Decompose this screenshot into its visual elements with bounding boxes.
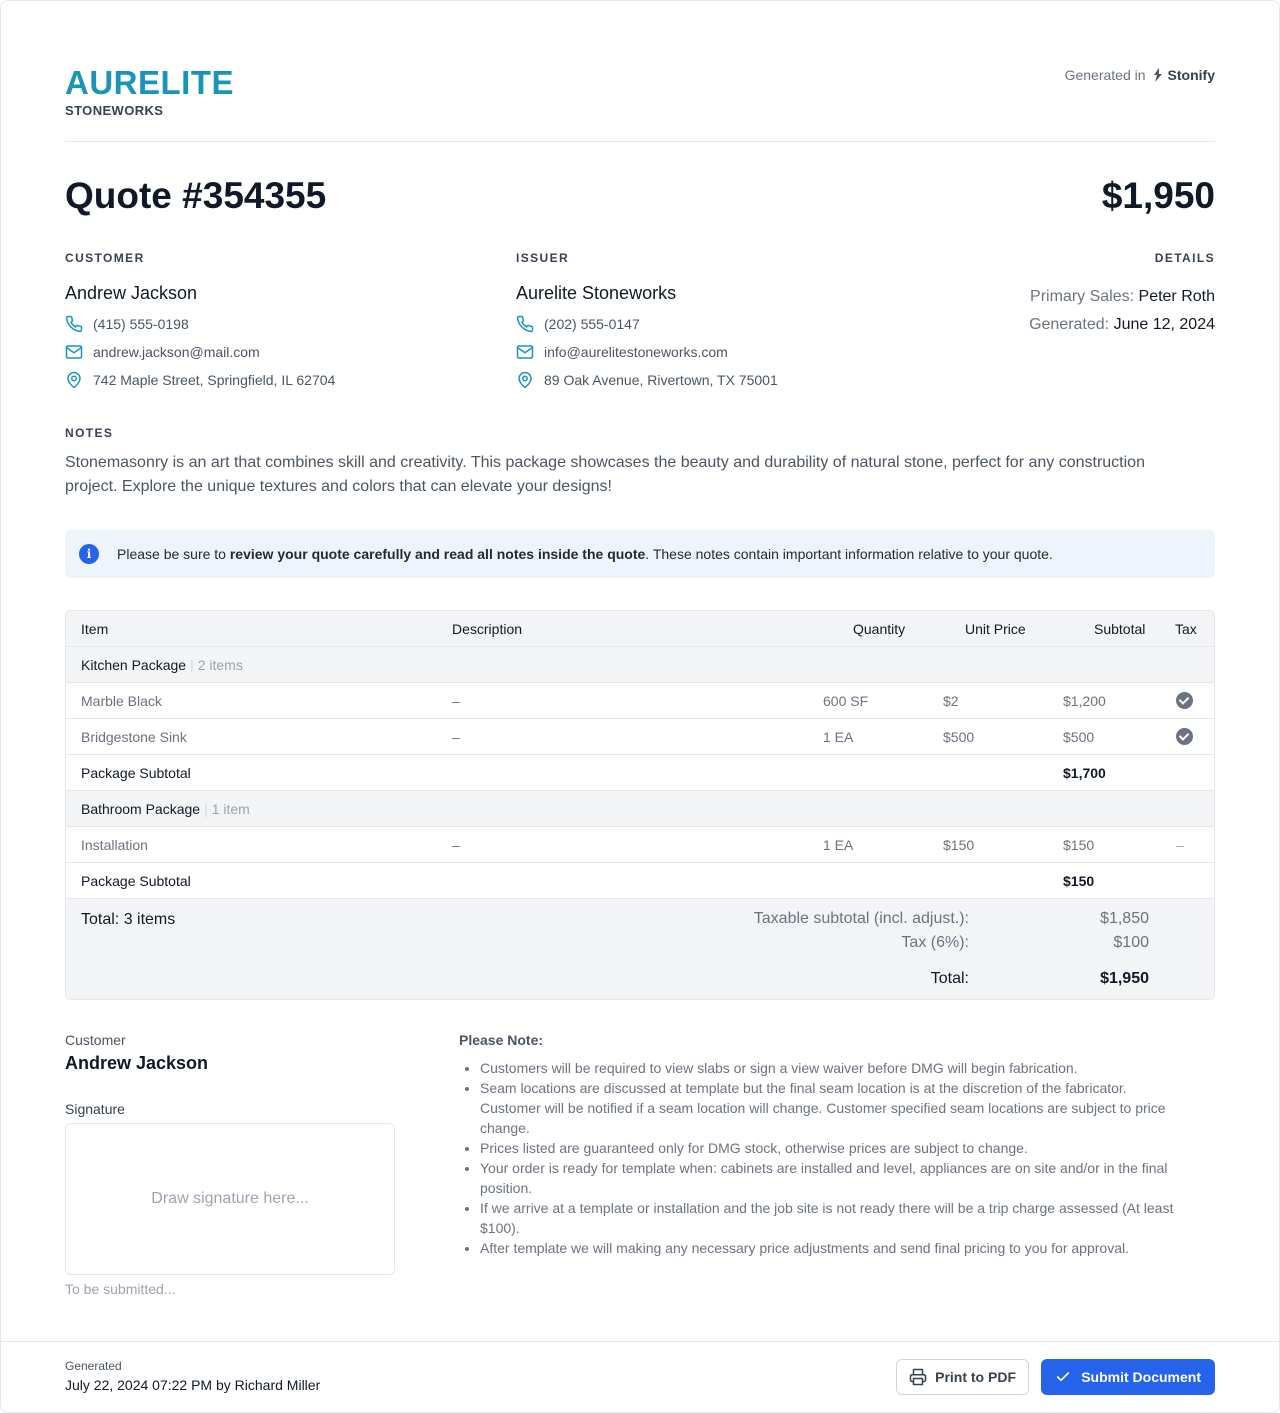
- info-banner: [65, 530, 1215, 578]
- generated-date-value: June 12, 2024: [1113, 316, 1215, 333]
- package-subtotal-label: Package Subtotal: [81, 765, 191, 781]
- cell-tax: –: [1176, 837, 1184, 853]
- please-note-title: Please Note:: [459, 1032, 544, 1048]
- signature-placeholder: Draw signature here...: [151, 1190, 309, 1207]
- package-name: Bathroom Package: [81, 801, 201, 817]
- cell-unit-price: $150: [943, 837, 975, 853]
- issuer-section-label: ISSUER: [516, 251, 570, 265]
- grand-total-label: Total:: [930, 970, 969, 987]
- phone-icon: [65, 315, 83, 333]
- package-group-row: [66, 791, 1214, 827]
- table-row: [66, 683, 1214, 719]
- generated-date-row: [1029, 314, 1215, 336]
- package-separator: |: [190, 657, 194, 673]
- taxable-subtotal-value: $1,850: [1100, 910, 1149, 927]
- list-item: • If we arrive at a template or installation and the job site is not ready there will be a trip charge assessed (At least $100).: [480, 1198, 1190, 1238]
- phone-icon: [516, 315, 534, 333]
- primary-sales-value: Peter Roth: [1138, 288, 1215, 305]
- customer-email-row: [65, 343, 335, 361]
- package-subtotal-value: $1,700: [1063, 765, 1106, 781]
- customer-email[interactable]: andrew.jackson@mail.com: [93, 344, 260, 360]
- cell-item: Marble Black: [81, 693, 162, 709]
- column-header-subtotal: Subtotal: [1094, 621, 1146, 637]
- cell-subtotal: $150: [1063, 837, 1095, 853]
- table-header-row: [66, 611, 1214, 647]
- list-item: • Your order is ready for template when: cabinets are installed and level, appliances are on site and/or in the final position.: [480, 1158, 1190, 1198]
- check-circle-icon: [1176, 692, 1193, 709]
- notes-section-label: NOTES: [65, 426, 114, 440]
- cell-description: –: [452, 693, 460, 709]
- footer: [1, 1341, 1279, 1412]
- issuer-address: 89 Oak Avenue, Rivertown, TX 75001: [544, 372, 778, 388]
- primary-sales-row: [1029, 286, 1215, 308]
- list-item: • Customers will be required to view slabs or sign a view waiver before DMG will begin fabrication.: [480, 1058, 1190, 1078]
- issuer-address-row: [516, 371, 778, 389]
- cell-quantity: 1 EA: [823, 837, 854, 853]
- print-to-pdf-button[interactable]: [896, 1359, 1029, 1395]
- issuer-section: [516, 251, 778, 389]
- package-subtotal-row: [66, 863, 1214, 899]
- customer-phone[interactable]: (415) 555-0198: [93, 316, 189, 332]
- list-item: • After template we will making any necessary price adjustments and send final pricing to you for approval.: [480, 1238, 1190, 1258]
- customer-address: 742 Maple Street, Springfield, IL 62704: [93, 372, 336, 388]
- quote-total: $1,950: [1101, 175, 1215, 216]
- company-logo: AURELITE: [65, 64, 234, 101]
- column-header-item: Item: [81, 621, 109, 637]
- list-item: • Seam locations are discussed at template but the final seam location is at the discretion of the fabricator. Customer will be notified if a seam location will change. Customer specified seam locations are subject to price change.: [480, 1078, 1190, 1138]
- package-group-row: [66, 647, 1214, 683]
- signature-status: To be submitted...: [65, 1281, 176, 1297]
- cell-tax: [1176, 683, 1193, 719]
- stonify-logo-icon: [1152, 68, 1164, 82]
- info-banner-text: [117, 546, 1053, 562]
- company-logo-subtitle: STONEWORKS: [65, 103, 164, 118]
- grand-total-value: $1,950: [1100, 970, 1149, 987]
- check-circle-icon: [1176, 728, 1193, 745]
- cell-quantity: 1 EA: [823, 729, 854, 745]
- column-header-tax: Tax: [1175, 621, 1197, 637]
- generated-date-label: Generated:: [1029, 316, 1110, 333]
- line-items-table: [65, 610, 1215, 1000]
- customer-phone-row: [65, 315, 335, 333]
- package-subtotal-value: $150: [1063, 873, 1095, 889]
- issuer-email-row: [516, 343, 778, 361]
- list-item: • Prices listed are guaranteed only for DMG stock, otherwise prices are subject to change.: [480, 1138, 1190, 1158]
- package-subtotal-row: [66, 755, 1214, 791]
- generated-in: [1065, 67, 1215, 83]
- table-row: [66, 719, 1214, 755]
- quote-title: Quote #354355: [65, 175, 327, 216]
- package-group-label: [81, 647, 243, 683]
- cell-item: Bridgestone Sink: [81, 729, 187, 745]
- package-subtotal-label: Package Subtotal: [81, 873, 191, 889]
- footer-generated-label: Generated: [65, 1359, 122, 1373]
- location-pin-icon: [65, 371, 83, 389]
- cell-unit-price: $2: [943, 693, 959, 709]
- details-section-label: DETAILS: [1154, 251, 1215, 265]
- signature-label: Signature: [65, 1101, 125, 1117]
- signature-pad[interactable]: [65, 1123, 395, 1275]
- generated-in-label: Generated in: [1064, 67, 1146, 83]
- table-row: [66, 827, 1214, 863]
- cell-subtotal: $1,200: [1063, 693, 1106, 709]
- tax-label: Tax (6%):: [901, 934, 969, 951]
- header-divider: [65, 141, 1215, 142]
- stonify-brand-label: Stonify: [1167, 67, 1215, 83]
- printer-icon: [909, 1368, 927, 1386]
- issuer-phone[interactable]: (202) 555-0147: [544, 316, 640, 332]
- notes-text: Stonemasonry is an art that combines skill and creativity. This package showcases the beauty and durability of natural stone, perfect for any construction project. Explore the unique textures and colors that can elevate your designs!: [65, 454, 1145, 495]
- column-header-unit-price: Unit Price: [965, 621, 1026, 637]
- cell-description: –: [452, 837, 460, 853]
- print-to-pdf-label: Print to PDF: [935, 1369, 1016, 1385]
- footer-generated-value: July 22, 2024 07:22 PM by Richard Miller: [65, 1377, 321, 1393]
- customer-name: Andrew Jackson: [65, 283, 198, 303]
- stonify-brand[interactable]: [1152, 67, 1215, 83]
- submit-document-button[interactable]: [1041, 1359, 1215, 1395]
- customer-section-label: CUSTOMER: [65, 251, 145, 265]
- submit-document-label: Submit Document: [1081, 1369, 1201, 1385]
- cell-tax: [1176, 719, 1193, 755]
- details-section: [1029, 251, 1215, 336]
- column-header-quantity: Quantity: [853, 621, 906, 637]
- info-banner-prefix: Please be sure to: [117, 546, 230, 562]
- package-group-label: [81, 791, 250, 827]
- package-item-count: 2 items: [197, 657, 243, 673]
- info-banner-suffix: . These notes contain important information relative to your quote.: [645, 546, 1053, 562]
- issuer-phone-row: [516, 315, 778, 333]
- package-item-count: 1 item: [211, 801, 250, 817]
- info-icon: i: [79, 544, 99, 564]
- info-banner-bold: review your quote carefully and read all notes inside the quote: [229, 546, 646, 562]
- package-separator: |: [204, 801, 208, 817]
- signature-customer-name: Andrew Jackson: [65, 1053, 209, 1073]
- issuer-email[interactable]: info@aurelitestoneworks.com: [544, 344, 728, 360]
- cell-quantity: 600 SF: [823, 693, 869, 709]
- check-icon: [1055, 1369, 1071, 1385]
- taxable-subtotal-label: Taxable subtotal (incl. adjust.):: [753, 910, 969, 927]
- mail-icon: [65, 343, 83, 361]
- cell-description: –: [452, 729, 460, 745]
- signature-customer-label: Customer: [65, 1032, 126, 1048]
- customer-address-row: [65, 371, 335, 389]
- total-item-count: Total: 3 items: [81, 911, 176, 928]
- column-header-description: Description: [452, 621, 523, 637]
- cell-subtotal: $500: [1063, 729, 1095, 745]
- cell-item: Installation: [81, 837, 148, 853]
- cell-unit-price: $500: [943, 729, 975, 745]
- issuer-name: Aurelite Stoneworks: [516, 283, 677, 303]
- location-pin-icon: [516, 371, 534, 389]
- totals-section: [66, 899, 1214, 999]
- primary-sales-label: Primary Sales:: [1030, 288, 1135, 305]
- customer-section: [65, 251, 335, 389]
- package-name: Kitchen Package: [81, 657, 187, 673]
- please-note-list: [480, 1058, 1190, 1258]
- tax-value: $100: [1113, 934, 1149, 951]
- mail-icon: [516, 343, 534, 361]
